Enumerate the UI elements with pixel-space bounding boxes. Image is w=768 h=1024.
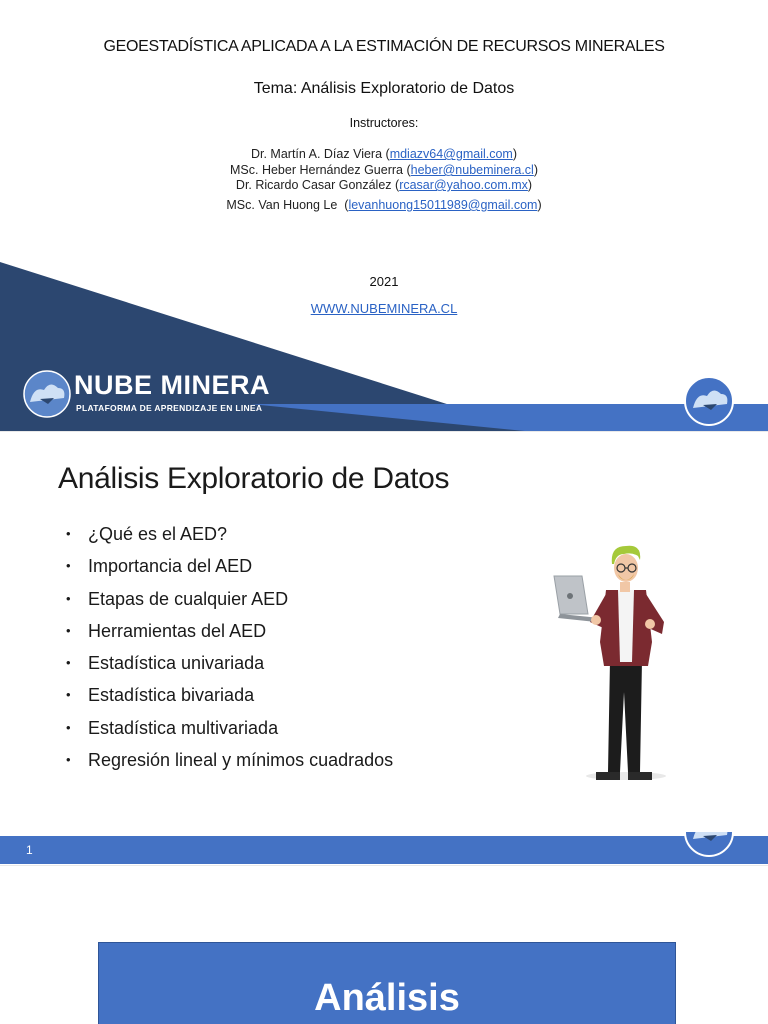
list-item-text: Estadística univariada	[88, 653, 265, 674]
list-item-text: Etapas de cualquier AED	[88, 588, 289, 609]
contents-slide	[0, 432, 768, 866]
page-number: 1	[26, 843, 33, 857]
list-item-text: Estadística multivariada	[88, 717, 279, 738]
list-item	[66, 750, 393, 782]
bullet-dot-icon: •	[66, 655, 71, 671]
list-item	[66, 685, 393, 717]
instructor-email-link[interactable]: mdiazv64@gmail.com	[389, 147, 513, 161]
character-illustration	[548, 542, 678, 782]
cloud-logo-icon	[24, 371, 70, 417]
section-heading: Análisis	[314, 977, 460, 1019]
list-item-text: Estadística bivariada	[88, 685, 255, 706]
list-item	[66, 621, 393, 653]
list-item-text: Importancia del AED	[88, 556, 253, 577]
brand-name: NUBE MINERA	[74, 370, 271, 400]
instructor-line: MSc. Heber Hernández Guerra (heber@nubeminera.cl)	[230, 163, 538, 177]
cloud-logo-icon	[685, 377, 733, 425]
instructor-name: Dr. Martín A. Díaz Viera	[250, 147, 383, 161]
instructor-email-link[interactable]: levanhuong15011989@gmail.com	[348, 198, 538, 212]
section-title-box	[98, 942, 676, 1024]
bullet-dot-icon: •	[66, 752, 71, 768]
website-link[interactable]: WWW.NUBEMINERA.CL	[310, 301, 458, 316]
instructor-email-link[interactable]: rcasar@yahoo.com.mx	[399, 178, 528, 192]
list-item	[66, 653, 393, 685]
footer-band	[0, 832, 768, 866]
instructor-name: MSc. Van Huong Le	[226, 198, 338, 212]
instructors-label: Instructores:	[349, 116, 419, 130]
title-slide	[0, 0, 768, 432]
instructor-name: Dr. Ricardo Casar González	[235, 178, 392, 192]
bullet-dot-icon: •	[66, 622, 71, 638]
instructor-line: Dr. Ricardo Casar González (rcasar@yahoo.com.mx)	[235, 178, 533, 192]
list-item	[66, 718, 393, 750]
slide-title: Análisis Exploratorio de Datos	[58, 462, 450, 495]
topic-subtitle: Tema: Análisis Exploratorio de Datos	[253, 80, 515, 97]
instructor-line: MSc. Van Huong Le (levanhuong15011989@gmail.com)	[226, 198, 542, 212]
brand-tagline: PLATAFORMA DE APRENDIZAJE EN LINEA	[76, 403, 263, 413]
instructor-name: MSc. Heber Hernández Guerra	[230, 163, 403, 177]
bullet-dot-icon: •	[66, 558, 71, 574]
topic-list	[66, 524, 393, 782]
list-item	[66, 524, 393, 556]
list-item-text: Regresión lineal y mínimos cuadrados	[88, 750, 394, 771]
year-label: 2021	[369, 274, 399, 289]
list-item-text: Herramientas del AED	[88, 620, 267, 641]
list-item	[66, 556, 393, 588]
section-slide	[0, 866, 768, 1024]
list-item-text: ¿Qué es el AED?	[88, 524, 228, 544]
bullet-dot-icon: •	[66, 526, 71, 541]
instructor-line: Dr. Martín A. Díaz Viera (mdiazv64@gmail.com)	[250, 147, 518, 161]
blue-band	[0, 836, 768, 864]
list-item	[66, 589, 393, 621]
instructor-email-link[interactable]: heber@nubeminera.cl	[410, 163, 534, 177]
slide1-decor	[0, 0, 768, 432]
bullet-dot-icon: •	[66, 719, 71, 735]
bullet-dot-icon: •	[66, 590, 71, 606]
course-title: GEOESTADÍSTICA APLICADA A LA ESTIMACIÓN DE RECURSOS MINERALES	[103, 38, 665, 55]
bullet-dot-icon: •	[66, 687, 71, 703]
